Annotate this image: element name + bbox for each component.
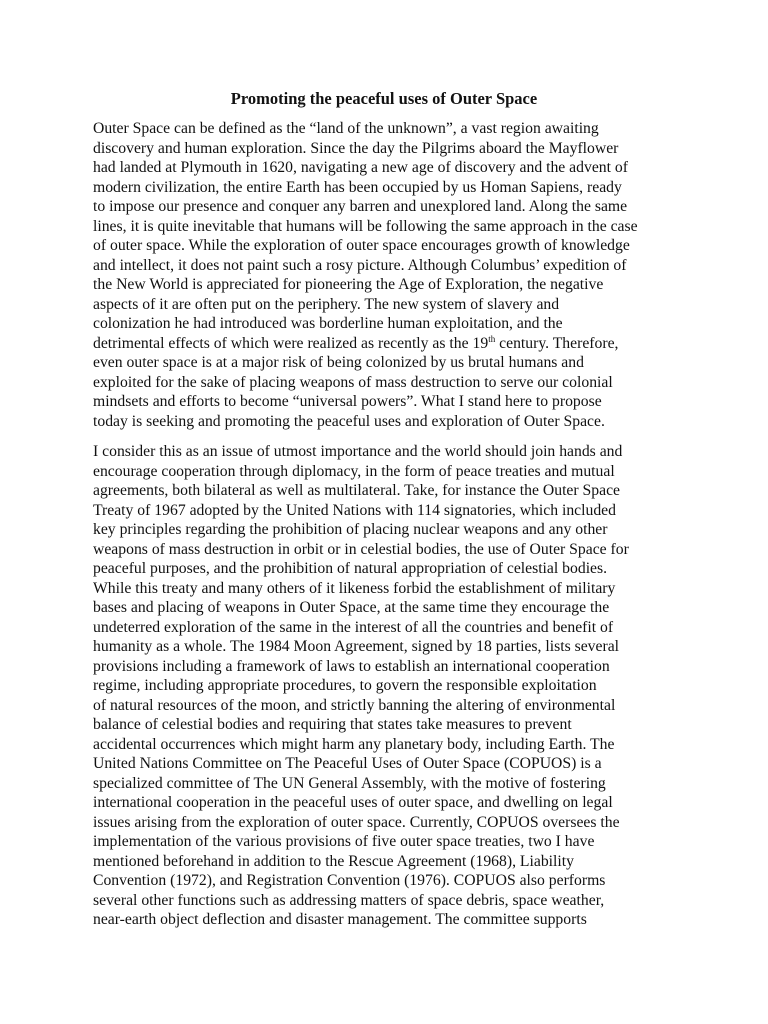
text-line: regime, including appropriate procedures, to govern the responsible exploitation <box>93 677 597 694</box>
text-line: weapons of mass destruction in orbit or in celestial bodies, the use of Outer Space for <box>93 540 629 558</box>
superscript: th <box>488 333 496 344</box>
text-line: had landed at Plymouth in 1620, navigating a new age of discovery and the advent of <box>93 159 628 176</box>
text-line: exploited for the sake of placing weapons of mass destruction to serve our colonial <box>93 373 613 391</box>
text-line: Convention (1972), and Registration Convention (1976). COPUOS also performs <box>93 872 606 889</box>
text-line-with-superscript <box>93 334 683 354</box>
text-line: of natural resources of the moon, and strictly banning the altering of environmental <box>93 696 616 714</box>
text-line: undeterred exploration of the same in the interest of all the countries and benefit of <box>93 618 614 636</box>
text-line: Outer Space can be defined as the “land of the unknown”, a vast region awaiting <box>93 120 599 137</box>
text-line: even outer space is at a major risk of being colonized by us brutal humans and <box>93 354 584 371</box>
document-title: Promoting the peaceful uses of Outer Space <box>230 89 538 108</box>
text-line: modern civilization, the entire Earth has been occupied by us Homan Sapiens, ready <box>93 178 622 196</box>
text-line: lines, it is quite inevitable that humans will be following the same approach in the case <box>93 217 638 235</box>
text-line: peaceful purposes, and the prohibition of natural appropriation of celestial bodies. <box>93 560 608 577</box>
text-line: accidental occurrences which might harm any planetary body, including Earth. The <box>93 735 615 753</box>
text-line: aspects of it are often put on the periphery. The new system of slavery and <box>93 295 560 313</box>
text-segment: century. Therefore, <box>495 334 619 352</box>
text-line: several other functions such as addressing matters of space debris, space weather, <box>93 891 605 909</box>
text-line: agreements, both bilateral as well as multilateral. Take, for instance the Outer Space <box>93 482 620 499</box>
paragraph-1 <box>93 119 683 431</box>
text-line: mentioned beforehand in addition to the Rescue Agreement (1968), Liability <box>93 852 574 870</box>
text-line: balance of celestial bodies and requiring that states take measures to prevent <box>93 716 572 733</box>
text-line: discovery and human exploration. Since the day the Pilgrims aboard the Mayflower <box>93 139 619 157</box>
text-line: mindsets and efforts to become “universal powers”. What I stand here to propose <box>93 393 602 410</box>
text-line: near-earth object deflection and disaster management. The committee supports <box>93 911 587 928</box>
text-line: provisions including a framework of laws to establish an international cooperation <box>93 657 610 675</box>
text-line: While this treaty and many others of it likeness forbid the establishment of military <box>93 579 616 597</box>
text-line: implementation of the various provisions of five outer space treaties, two I have <box>93 833 595 850</box>
text-line: humanity as a whole. The 1984 Moon Agreement, signed by 18 parties, lists several <box>93 638 620 655</box>
text-line: today is seeking and promoting the peaceful uses and exploration of Outer Space. <box>93 412 605 430</box>
text-line: Treaty of 1967 adopted by the United Nations with 114 signatories, which included <box>93 501 616 519</box>
text-line: of outer space. While the exploration of outer space encourages growth of knowledge <box>93 237 630 254</box>
text-line: key principles regarding the prohibition of placing nuclear weapons and any other <box>93 521 608 538</box>
text-line: bases and placing of weapons in Outer Space, at the same time they encourage the <box>93 599 610 616</box>
text-line: United Nations Committee on The Peaceful Uses of Outer Space (COPUOS) is a <box>93 755 602 772</box>
text-line: encourage cooperation through diplomacy, in the form of peace treaties and mutual <box>93 462 615 480</box>
text-line: and intellect, it does not paint such a rosy picture. Although Columbus’ expedition of <box>93 256 627 274</box>
text-line: I consider this as an issue of utmost importance and the world should join hands and <box>93 443 623 460</box>
text-line: to impose our presence and conquer any barren and unexplored land. Along the same <box>93 198 628 215</box>
text-line: issues arising from the exploration of outer space. Currently, COPUOS oversees the <box>93 813 620 831</box>
text-line: specialized committee of The UN General Assembly, with the motive of fostering <box>93 774 606 792</box>
text-line: international cooperation in the peaceful uses of outer space, and dwelling on legal <box>93 794 613 811</box>
text-segment: detrimental effects of which were realized as recently as the 19 <box>93 334 489 352</box>
text-line: the New World is appreciated for pioneering the Age of Exploration, the negative <box>93 276 604 293</box>
paragraph-2 <box>93 442 683 930</box>
text-line: colonization he had introduced was borderline human exploitation, and the <box>93 315 563 332</box>
